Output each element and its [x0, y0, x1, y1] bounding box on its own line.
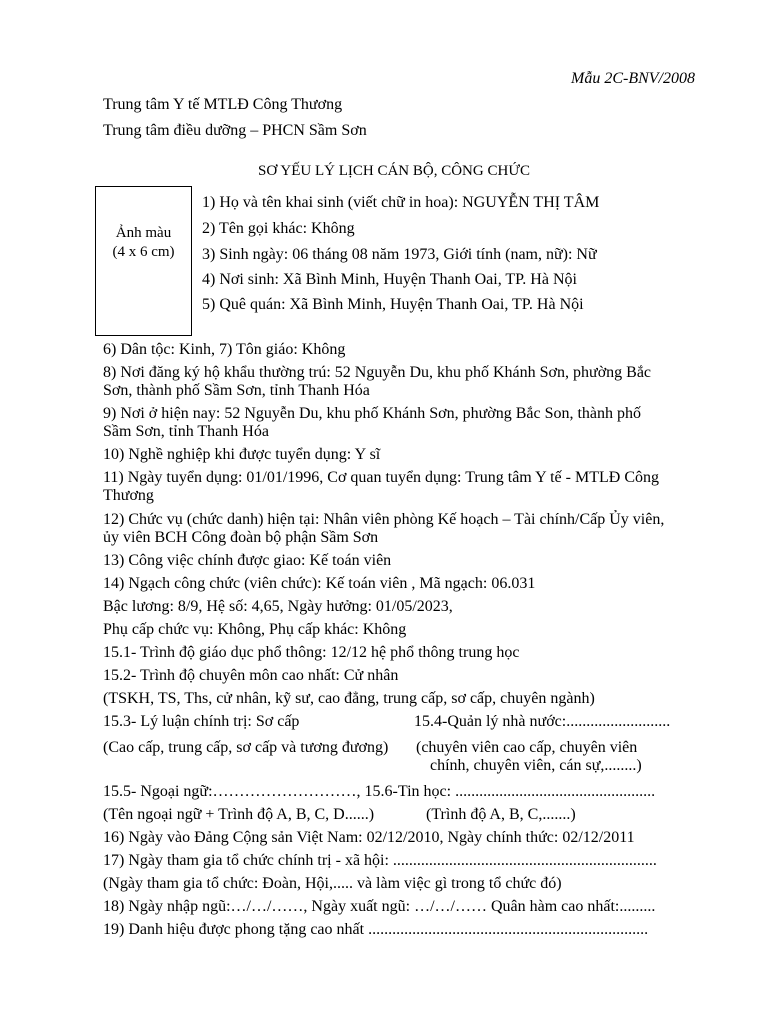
- field-it-note: (Trình độ A, B, C,.......): [426, 806, 576, 823]
- field-allowance: Phụ cấp chức vụ: Không, Phụ cấp khác: Không: [103, 621, 407, 638]
- field-position-line1: 12) Chức vụ (chức danh) hiện tại: Nhân viên phòng Kế hoạch – Tài chính/Cấp Ủy viên,: [103, 511, 665, 528]
- field-main-work: 13) Công việc chính được giao: Kế toán viên: [103, 552, 392, 569]
- field-political-theory-note: (Cao cấp, trung cấp, sơ cấp và tương đương): [103, 739, 389, 756]
- field-permanent-address-line1: 8) Nơi đăng ký hộ khẩu thường trú: 52 Nguyễn Du, khu phố Khánh Sơn, phường Bắc: [103, 364, 652, 381]
- photo-label: Ảnh màu: [115, 225, 172, 241]
- field-birth-date: 3) Sinh ngày: 06 tháng 08 năm 1973, Giới tính (nam, nữ): Nữ: [202, 246, 597, 263]
- field-occupation: 10) Nghề nghiệp khi được tuyển dụng: Y sĩ: [103, 446, 381, 463]
- field-foreign-language-note: (Tên ngoại ngữ + Trình độ A, B, C, D......): [103, 806, 375, 823]
- field-political-theory: 15.3- Lý luận chính trị: Sơ cấp: [103, 713, 300, 730]
- field-party-admission: 16) Ngày vào Đảng Cộng sản Việt Nam: 02/12/2010, Ngày chính thức: 02/12/2011: [103, 829, 635, 846]
- field-hometown: 5) Quê quán: Xã Bình Minh, Huyện Thanh Oai, TP. Hà Nội: [202, 296, 584, 313]
- field-recruitment-line2: Thương: [103, 487, 154, 504]
- field-military-service: 18) Ngày nhập ngũ:…/…/……, Ngày xuất ngũ: …/…/…… Quân hàm cao nhất:.........: [103, 898, 656, 915]
- field-position-line2: ủy viên BCH Công đoàn bộ phận Sầm Sơn: [103, 529, 379, 546]
- field-salary: Bậc lương: 8/9, Hệ số: 4,65, Ngày hưởng: 01/05/2023,: [103, 598, 453, 615]
- field-civil-rank: 14) Ngạch công chức (viên chức): Kế toán viên , Mã ngạch: 06.031: [103, 575, 536, 592]
- field-recruitment-line1: 11) Ngày tuyển dụng: 01/01/1996, Cơ quan tuyển dụng: Trung tâm Y tế - MTLĐ Công: [103, 469, 659, 486]
- field-state-management: 15.4-Quản lý nhà nước:..........................: [414, 713, 671, 730]
- document-title: SƠ YẾU LÝ LỊCH CÁN BỘ, CÔNG CHỨC: [258, 163, 530, 179]
- field-ethnicity-religion: 6) Dân tộc: Kinh, 7) Tôn giáo: Không: [103, 341, 346, 358]
- photo-size-label: (4 x 6 cm): [112, 244, 175, 260]
- field-state-management-note-2: chính, chuyên viên, cán sự,........): [430, 757, 642, 774]
- field-professional-level-note: (TSKH, TS, Ths, cử nhân, kỹ sư, cao đẳng, trung cấp, sơ cấp, chuyên ngành): [103, 690, 595, 707]
- field-current-address-line2: Sầm Sơn, tỉnh Thanh Hóa: [103, 423, 269, 440]
- field-permanent-address-line2: Sơn, thành phố Sầm Sơn, tỉnh Thanh Hóa: [103, 382, 370, 399]
- field-full-name: 1) Họ và tên khai sinh (viết chữ in hoa): NGUYỄN THỊ TÂM: [202, 194, 600, 211]
- field-highest-title: 19) Danh hiệu được phong tặng cao nhất ......................................................................: [103, 921, 649, 938]
- field-socio-political-org: 17) Ngày tham gia tổ chức chính trị - xã hội: ..................................................................: [103, 852, 657, 869]
- field-general-education: 15.1- Trình độ giáo dục phổ thông: 12/12 hệ phổ thông trung học: [103, 644, 520, 661]
- field-current-address-line1: 9) Nơi ở hiện nay: 52 Nguyễn Du, khu phố Khánh Sơn, phường Bắc Son, thành phố: [103, 405, 642, 422]
- field-other-name: 2) Tên gọi khác: Không: [202, 220, 355, 237]
- org-name-1: Trung tâm Y tế MTLĐ Công Thương: [103, 96, 343, 113]
- field-professional-level: 15.2- Trình độ chuyên môn cao nhất: Cử nhân: [103, 667, 399, 684]
- field-socio-political-org-note: (Ngày tham gia tổ chức: Đoàn, Hội,..... và làm việc gì trong tổ chức đó): [103, 875, 562, 892]
- form-code: Mẫu 2C-BNV/2008: [571, 70, 695, 87]
- photo-placeholder: [95, 186, 192, 336]
- field-birth-place: 4) Nơi sinh: Xã Bình Minh, Huyện Thanh Oai, TP. Hà Nội: [202, 271, 577, 288]
- field-state-management-note-1: (chuyên viên cao cấp, chuyên viên: [416, 739, 638, 756]
- org-name-2: Trung tâm điều dưỡng – PHCN Sầm Sơn: [103, 122, 367, 139]
- field-foreign-language-it: 15.5- Ngoại ngữ:………………………, 15.6-Tin học: ..................................................: [103, 783, 656, 800]
